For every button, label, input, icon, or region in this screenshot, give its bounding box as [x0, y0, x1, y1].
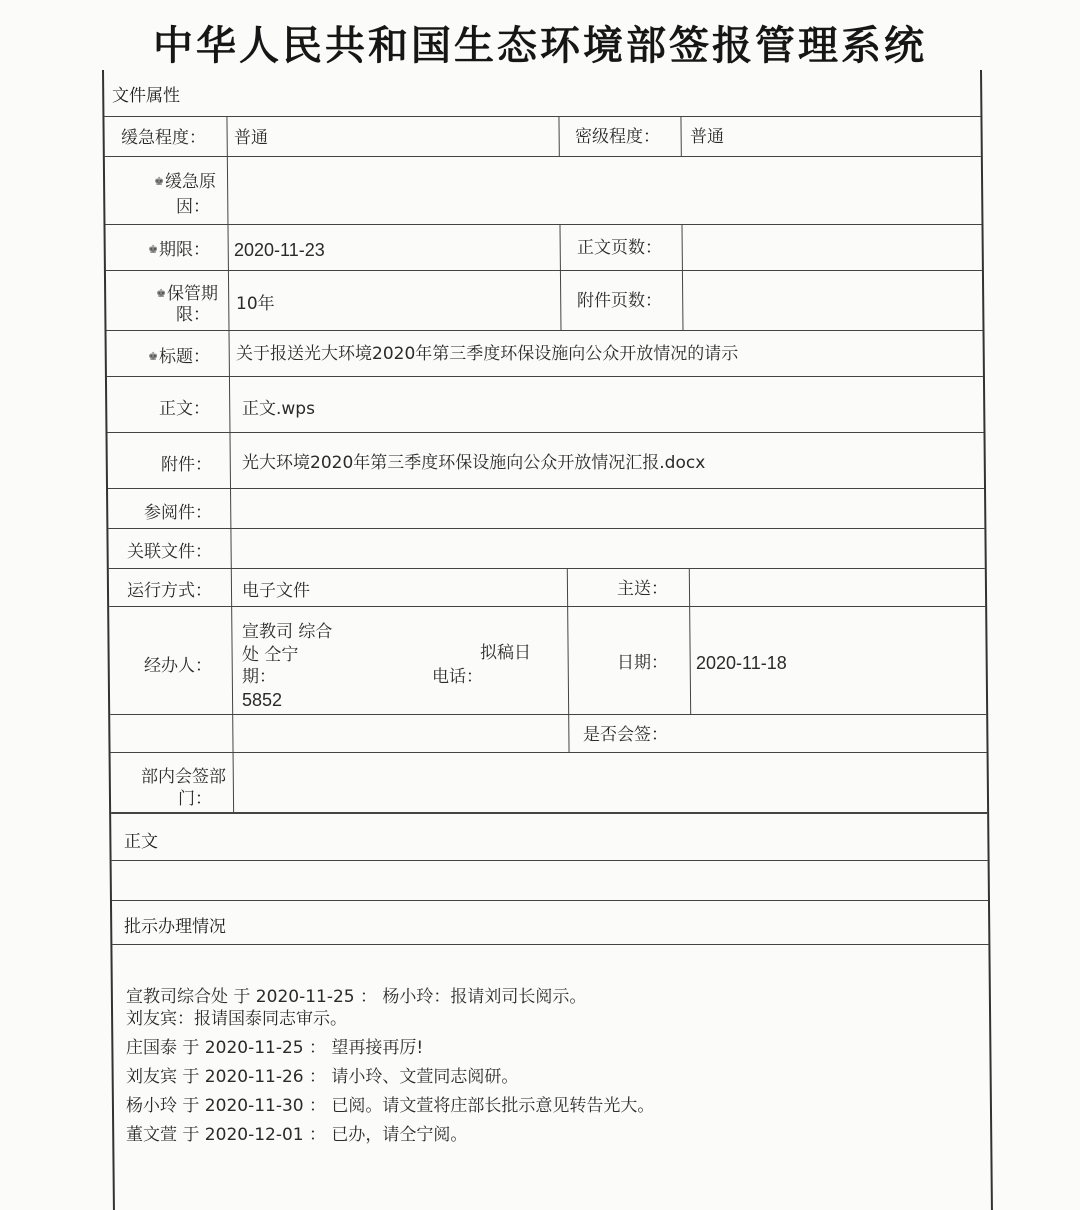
- instruction-line: 宣教司综合处 于 2020-11-25 ： 杨小玲：报请刘司长阅示。: [126, 987, 587, 1007]
- run-mode-value: 电子文件: [242, 581, 310, 601]
- required-star-icon: ♚: [148, 243, 158, 256]
- body-file-link[interactable]: 正文.wps: [242, 399, 315, 419]
- date-label: 日期：: [617, 653, 668, 673]
- handler-line-4: 5852: [242, 690, 283, 710]
- dept-cosign-label: 部内会签部: [141, 767, 226, 787]
- date-value: 2020-11-18: [696, 653, 787, 673]
- divider: [109, 568, 985, 569]
- retention-value: 10年: [236, 294, 275, 314]
- urgency-value: 普通: [234, 128, 268, 148]
- retention-label-cont: 限：: [176, 305, 210, 325]
- divider: [112, 900, 988, 901]
- divider: [112, 860, 988, 861]
- retention-label: 保管期: [167, 284, 218, 304]
- column-divider: [226, 116, 234, 812]
- divider: [110, 714, 986, 715]
- urgency-label: 缓急程度：: [121, 128, 206, 148]
- required-star-icon: ♚: [154, 175, 164, 188]
- subject-label: 标题：: [159, 347, 210, 367]
- divider: [108, 528, 984, 529]
- urgency-reason-label: 缓急原: [165, 172, 216, 192]
- body-file-label: 正文：: [159, 399, 210, 419]
- run-mode-label: 运行方式：: [127, 581, 212, 601]
- phone-label: 电话：: [432, 667, 483, 687]
- secret-level-value: 普通: [690, 127, 724, 147]
- instruction-line: 庄国泰 于 2020-11-25 ： 望再接再厉!: [126, 1038, 424, 1058]
- divider: [106, 270, 982, 271]
- draft-date-label: 拟稿日: [480, 643, 531, 663]
- required-star-icon: ♚: [156, 287, 166, 300]
- handler-label: 经办人：: [144, 656, 212, 676]
- divider: [105, 224, 981, 225]
- instruction-line: 刘友宾 于 2020-11-26 ： 请小玲、文萱同志阅研。: [126, 1067, 519, 1087]
- required-star-icon: ♚: [148, 350, 158, 363]
- send-to-label: 主送：: [617, 579, 668, 599]
- handler-line-3: 期：: [242, 667, 276, 687]
- divider: [108, 488, 984, 489]
- handler-line-1: 宣教司 综合: [242, 622, 333, 642]
- dept-cosign-label-cont: 门：: [178, 789, 212, 809]
- cosign-label: 是否会签：: [583, 725, 668, 745]
- instruction-line: 董文萱 于 2020-12-01 ： 已办，请仝宁阅。: [126, 1125, 468, 1145]
- secret-level-label: 密级程度：: [575, 127, 660, 147]
- divider: [111, 812, 987, 814]
- subject-value: 关于报送光大环境2020年第三季度环保设施向公众开放情况的请示: [236, 344, 739, 364]
- divider: [106, 330, 982, 331]
- body-pages-label: 正文页数：: [577, 238, 662, 258]
- reference-label: 参阅件：: [144, 503, 212, 523]
- attachment-label: 附件：: [161, 455, 212, 475]
- divider: [109, 606, 985, 607]
- section-body: 正文: [124, 832, 158, 852]
- section-instructions: 批示办理情况: [124, 917, 226, 937]
- divider: [105, 156, 981, 157]
- handler-line-2: 处 仝宁: [242, 645, 299, 665]
- page-title: 中华人民共和国生态环境部签报管理系统: [153, 23, 927, 69]
- instruction-line: 杨小玲 于 2020-11-30 ： 已阅。请文萱将庄部长批示意见转告光大。: [126, 1096, 655, 1116]
- deadline-value: 2020-11-23: [234, 240, 325, 260]
- urgency-reason-label-cont: 因：: [176, 197, 210, 217]
- related-files-label: 关联文件：: [127, 542, 212, 562]
- section-file-attributes: 文件属性: [112, 86, 180, 106]
- column-divider: [680, 116, 681, 156]
- divider: [107, 432, 983, 433]
- divider: [111, 752, 987, 753]
- attach-pages-label: 附件页数：: [577, 291, 662, 311]
- divider: [107, 376, 983, 377]
- deadline-label: 期限：: [159, 240, 210, 260]
- column-divider: [681, 224, 683, 330]
- divider: [112, 944, 988, 945]
- instruction-line: 刘友宾：报请国泰同志审示。: [126, 1009, 347, 1029]
- attachment-link[interactable]: 光大环境2020年第三季度环保设施向公众开放情况汇报.docx: [242, 453, 706, 473]
- column-divider: [689, 568, 691, 714]
- divider: [104, 116, 980, 117]
